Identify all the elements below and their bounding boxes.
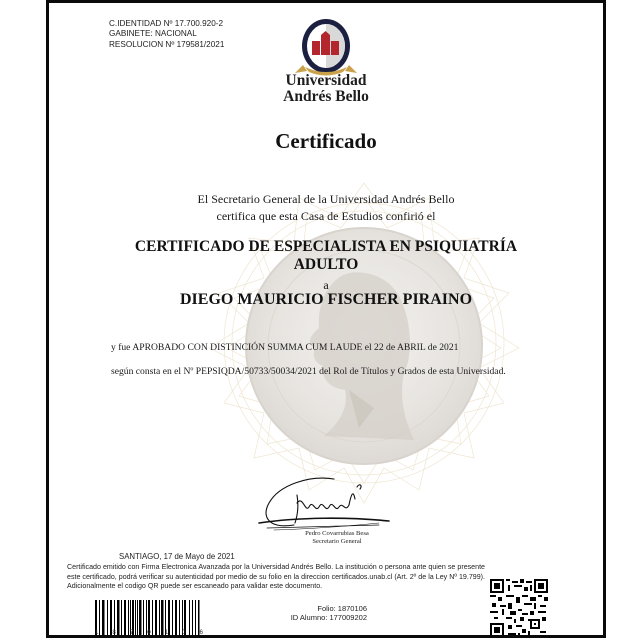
- connector-text: a: [323, 278, 329, 292]
- document-title: Certificado: [275, 129, 377, 153]
- folio-block: [267, 604, 367, 622]
- intro-line-2: certifica que esta Casa de Estudios confirió el: [216, 209, 436, 223]
- university-name-line2: Andrés Bello: [283, 88, 369, 105]
- qr-code-icon[interactable]: [490, 579, 548, 637]
- id-number: C.IDENTIDAD Nº 17.700.920-2: [109, 19, 224, 28]
- intro-text: [49, 191, 603, 225]
- barcode-digit: 0: [147, 629, 151, 636]
- barcode-digit: 6: [199, 629, 203, 636]
- barcode-digits: [95, 629, 203, 636]
- signer-block: [277, 530, 397, 545]
- barcode-digit: 8: [112, 629, 116, 636]
- student-id: ID Alumno: 177009202: [290, 613, 367, 622]
- degree-line-1: CERTIFICADO DE ESPECIALISTA EN PSIQUIATRÍA: [134, 238, 518, 255]
- approval-statement: y fue APROBADO CON DISTINCIÓN SUMMA CUM LAUDE el 22 de ABRIL de 2021: [111, 342, 459, 353]
- folio-number: Folio: 1870106: [317, 604, 367, 613]
- place-date: SANTIAGO, 17 de Mayo de 2021: [119, 552, 235, 561]
- legal-notice: Certificado emitido con Firma Electronica Avanzada por la Universidad Andrés Bello. La institución o persona ante quien se presente este certificado, podrá verificar su autenticidad por medio de su folio en la direccion certificados.unab.cl (Art. 2º de la Ley Nº 19.799). Adicionalmente el codigo QR puede ser escaneado para validar este documento.: [67, 563, 485, 591]
- registry-statement: según consta en el Nº PEPSIQDA/50733/50034/2021 del Rol de Títulos y Grados de esta Universidad.: [111, 366, 506, 377]
- certificate-document: [46, 0, 606, 638]
- intro-line-1: El Secretario General de la Universidad Andrés Bello: [197, 192, 455, 206]
- resolution-number: RESOLUCION Nº 179581/2021: [109, 39, 225, 49]
- signer-role: Secretario General: [312, 537, 362, 545]
- university-name-line1: Universidad: [285, 72, 367, 89]
- barcode-digit: 0: [182, 629, 186, 636]
- university-name: [249, 73, 403, 105]
- degree-line-2: ADULTO: [293, 256, 359, 273]
- recipient-name: DIEGO MAURICIO FISCHER PIRAINO: [179, 291, 473, 308]
- barcode-digit: 7: [129, 629, 134, 636]
- cabinet: GABINETE: NACIONAL: [109, 29, 197, 39]
- identity-block: [109, 19, 224, 50]
- signer-name: Pedro Covarrubias Besa: [305, 530, 369, 537]
- degree-title: [49, 238, 603, 274]
- barcode-digit: 1: [164, 629, 169, 636]
- barcode-digit: 1: [95, 629, 99, 636]
